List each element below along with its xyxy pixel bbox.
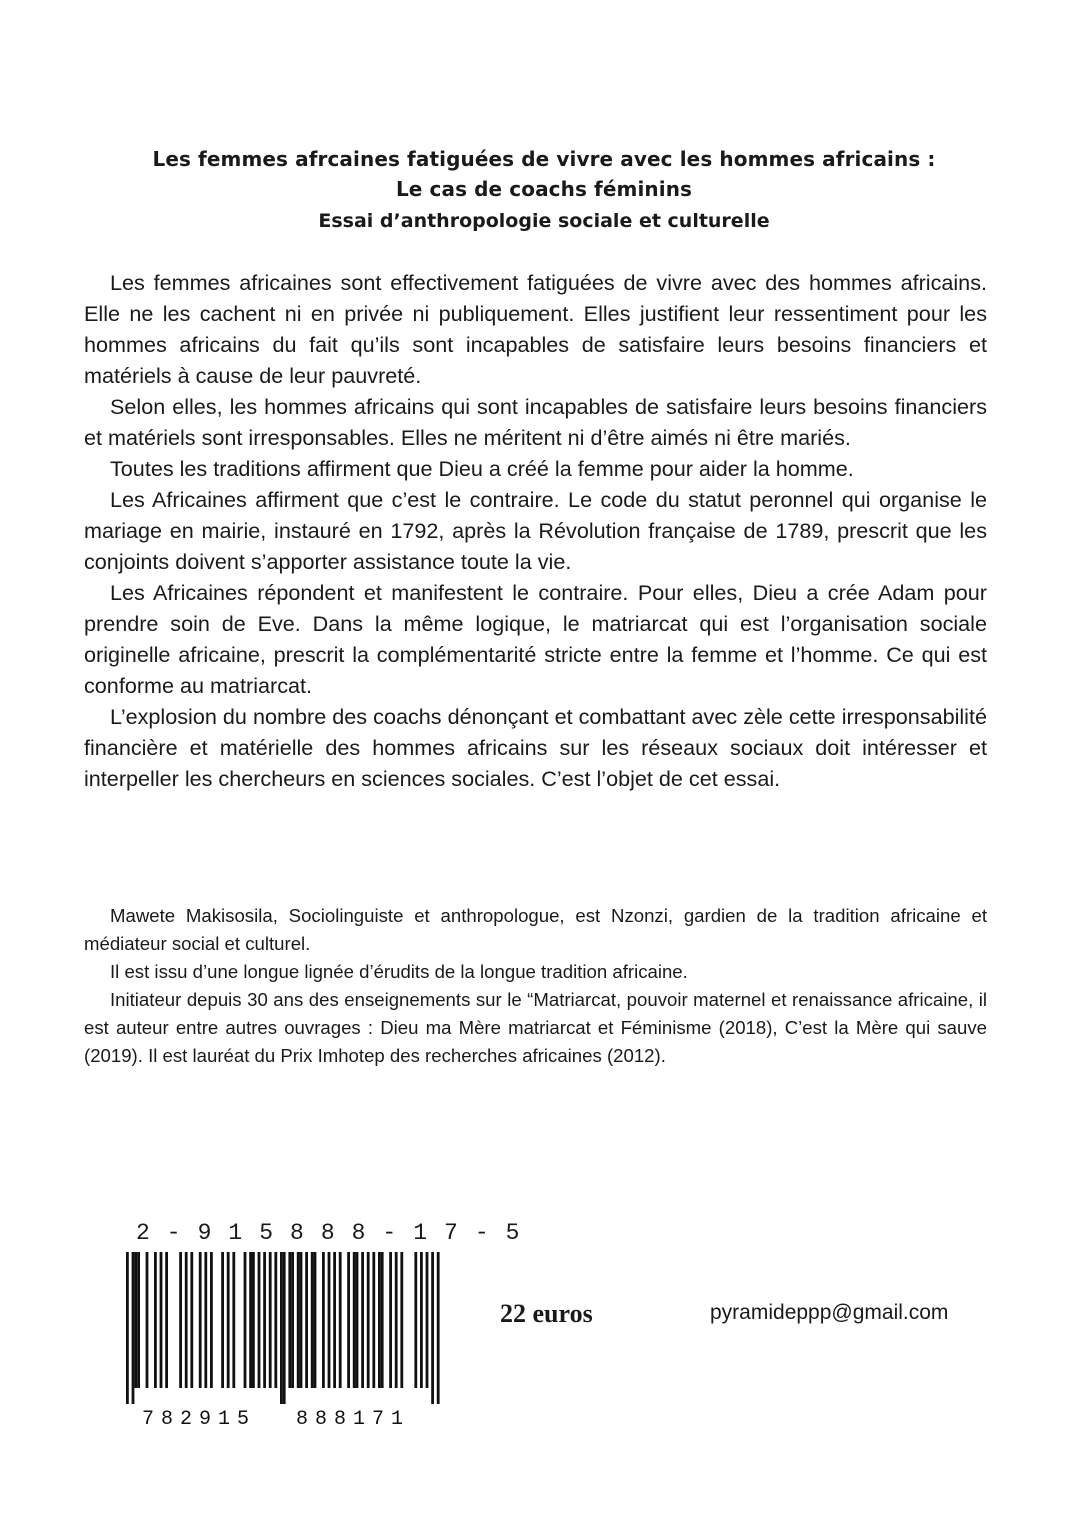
barcode-bar xyxy=(378,1252,381,1388)
barcode-bar xyxy=(305,1252,308,1388)
barcode-bar xyxy=(431,1252,434,1404)
barcode-bar xyxy=(395,1252,398,1388)
barcode-bar xyxy=(179,1252,182,1388)
barcode-bar xyxy=(297,1252,300,1388)
barcode-bar xyxy=(269,1252,272,1388)
bio-paragraph: Mawete Makisosila, Sociolinguiste et anthropologue, est Nzonzi, gardien de la tradition africaine et médiateur social et culturel. xyxy=(84,905,987,954)
barcode-bar xyxy=(291,1252,294,1388)
barcode-bar xyxy=(400,1252,403,1388)
barcode-bar xyxy=(263,1252,266,1388)
bio-paragraph: Initiateur depuis 30 ans des enseignements sur le “Matriarcat, pouvoir maternel et renaissance africaine, il est auteur entre autres ouvrages : Dieu ma Mère matriarcat et Féminisme (2018), C’est la Mère qui sauve (2019). Il est lauréat du Prix Imhotep des recherches africaines (2012). xyxy=(84,989,987,1066)
barcode-bar xyxy=(420,1252,423,1388)
barcode-bar xyxy=(252,1252,255,1388)
barcode-bar xyxy=(426,1252,429,1388)
barcode-digits-left: 782915 xyxy=(142,1408,257,1431)
barcode-bar xyxy=(328,1252,331,1388)
barcode-bar xyxy=(356,1252,359,1388)
book-subtitle: Essai d’anthropologie sociale et culturelle xyxy=(318,210,770,232)
barcode-bar xyxy=(244,1252,247,1388)
barcode-bar xyxy=(347,1252,350,1388)
barcode-graphic xyxy=(122,1252,452,1432)
summary-paragraph: L’explosion du nombre des coachs dénonçant et combattant avec zèle cette irresponsabilité financière et matérielle des hommes africains sur les réseaux sociaux doit intéresser et interpeller les chercheurs en sciences sociales. C’est l’objet de cet essai. xyxy=(84,704,987,791)
barcode-bar xyxy=(280,1252,283,1404)
barcode-bar xyxy=(210,1252,213,1388)
barcode-bar xyxy=(361,1252,364,1388)
barcode-bar xyxy=(437,1252,440,1404)
isbn-number: 2 - 9 1 5 8 8 8 - 1 7 - 5 xyxy=(136,1220,522,1246)
barcode-bar xyxy=(126,1252,129,1404)
barcode-bar xyxy=(221,1252,224,1388)
barcode-bar xyxy=(199,1252,202,1388)
barcode-bar xyxy=(300,1252,303,1388)
barcode-bar xyxy=(381,1252,384,1388)
barcode-bar xyxy=(339,1252,342,1388)
barcode-bar xyxy=(190,1252,193,1388)
summary-paragraph: Selon elles, les hommes africains qui sont incapables de satisfaire leurs besoins financiers et matériels sont irresponsables. Elles ne méritent ni d’être aimés ni être mariés. xyxy=(84,394,987,450)
barcode-bar xyxy=(154,1252,157,1388)
barcode-bar xyxy=(311,1252,314,1388)
barcode-bar xyxy=(132,1252,135,1404)
barcode-bar xyxy=(137,1252,140,1388)
barcode-bar xyxy=(146,1252,149,1388)
book-title-line-2: Le cas de coachs féminins xyxy=(395,177,693,201)
price-label: 22 euros xyxy=(500,1299,593,1328)
barcode-bar xyxy=(134,1252,137,1388)
summary-paragraph: Les Africaines répondent et manifestent le contraire. Pour elles, Dieu a crée Adam pour prendre soin de Eve. Dans la même logique, le matriarcat qui est l’organisation sociale originelle africaine, prescrit la complémentarité stricte entre la femme et l’homme. Ce qui est conforme au matriarcat. xyxy=(84,580,987,698)
barcode-bar xyxy=(204,1252,207,1388)
barcode-bar xyxy=(322,1252,325,1388)
summary-paragraph: Les Africaines affirment que c’est le contraire. Le code du statut peronnel qui organise le mariage en mairie, instauré en 1792, après la Révolution française de 1789, prescrit que les conjoints doivent s’apporter assistance toute la vie. xyxy=(84,487,987,574)
barcode-bar xyxy=(165,1252,168,1388)
bio-paragraph: Il est issu d’une longue lignée d’érudits de la longue tradition africaine. xyxy=(110,961,688,982)
barcode-bar xyxy=(288,1252,291,1388)
summary-text xyxy=(84,267,987,794)
author-bio xyxy=(84,902,987,1070)
barcode-bar xyxy=(258,1252,261,1388)
barcode-bar xyxy=(232,1252,235,1388)
barcode-bar xyxy=(372,1252,375,1388)
summary-paragraph: Toutes les traditions affirment que Dieu a créé la femme pour aider la homme. xyxy=(110,456,854,481)
title-block xyxy=(84,144,1004,236)
barcode-bar xyxy=(249,1252,252,1388)
barcode-bar xyxy=(160,1252,163,1388)
barcode-bar xyxy=(314,1252,317,1388)
barcode-bar xyxy=(283,1252,286,1404)
barcode-bar xyxy=(333,1252,336,1388)
contact-email: pyramideppp@gmail.com xyxy=(710,1301,949,1324)
barcode-bar xyxy=(274,1252,277,1388)
barcode-bar xyxy=(227,1252,230,1388)
summary-paragraph: Les femmes africaines sont effectivement fatiguées de vivre avec des hommes africains. Elle ne les cachent ni en privée ni publiquement. Elles justifient leur ressentiment pour les hommes africains du fait qu’ils sont incapables de satisfaire leurs besoins financiers et matériels à cause de leur pauvreté. xyxy=(84,270,987,388)
barcode-bar xyxy=(414,1252,417,1388)
isbn-barcode xyxy=(122,1220,522,1431)
book-title-line-1: Les femmes afrcaines fatiguées de vivre avec les hommes africains : xyxy=(152,147,936,171)
barcode-bar xyxy=(367,1252,370,1388)
barcode-digits-right: 888171 xyxy=(296,1408,411,1431)
barcode-bar xyxy=(185,1252,188,1388)
barcode-bar xyxy=(389,1252,392,1388)
barcode-bar xyxy=(353,1252,356,1388)
